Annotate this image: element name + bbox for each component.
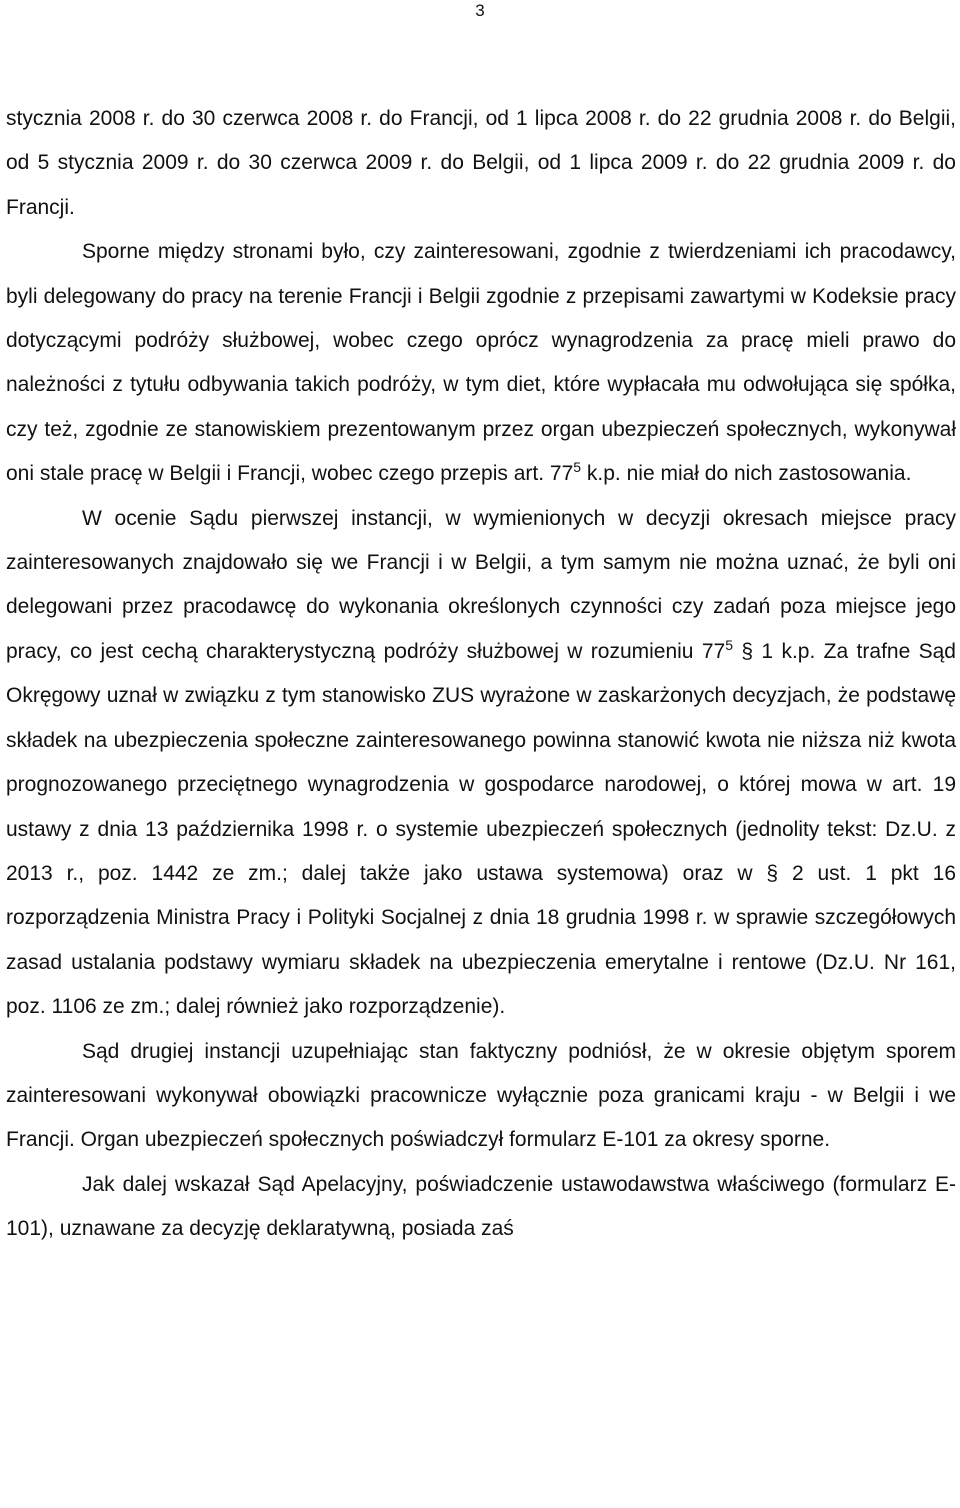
- page-number: 3: [475, 1, 485, 20]
- paragraph-text: W ocenie Sądu pierwszej instancji, w wymienionych w decyzji okresach miejsce pracy zainteresowanych znajdowało się we Francji i w Belgii, a tym samym nie można uznać, że byli oni delegowani przez pracodawcę do wykonania określonych czynności czy zadań poza miejsce jego pracy, co jest cechą charakterystyczną podróży służbowej w rozumieniu 77: [6, 506, 956, 663]
- paragraph-text: § 1 k.p. Za trafne Sąd Okręgowy uznał w związku z tym stanowisko ZUS wyrażone w zaskarżonych decyzjach, że podstawę składek na ubezpieczenia społeczne zainteresowanego powinna stanowić kwota nie niższa niż kwota prognozowanego przeciętnego wynagrodzenia w gospodarce narodowej, o której mowa w art. 19 ustawy z dnia 13 października 1998 r. o systemie ubezpieczeń społecznych (jednolity tekst: Dz.U. z 2013 r., poz. 1442 ze zm.; dalej także jako ustawa systemowa) oraz w § 2 ust. 1 pkt 16 rozporządzenia Ministra Pracy i Polityki Socjalnej z dnia 18 grudnia 1998 r. w sprawie szczegółowych zasad ustalania podstawy wymiaru składek na ubezpieczenia emerytalne i rentowe (Dz.U. Nr 161, poz. 1106 ze zm.; dalej również jako rozporządzenie).: [6, 639, 956, 1019]
- paragraph-appellate: Jak dalej wskazał Sąd Apelacyjny, poświadczenie ustawodawstwa właściwego (formularz E-101), uznawane za decyzję deklaratywną, posiada zaś: [6, 1172, 956, 1241]
- document-body: [6, 97, 956, 1252]
- paragraph-dispute: [6, 230, 956, 496]
- superscript: 5: [573, 459, 582, 476]
- paragraph-text: k.p. nie miał do nich zastosowania.: [581, 462, 912, 486]
- superscript: 5: [725, 636, 734, 653]
- paragraph-first-instance: [6, 497, 956, 1030]
- paragraph-second-instance: Sąd drugiej instancji uzupełniając stan faktyczny podniósł, że w okresie objętym sporem zainteresowani wykonywał obowiązki pracownicze wyłącznie poza granicami kraju - w Belgii i we Francji. Organ ubezpieczeń społecznych poświadczył formularz E-101 za okresy sporne.: [6, 1039, 956, 1152]
- paragraph-text: Sporne między stronami było, czy zainteresowani, zgodnie z twierdzeniami ich pracodawcy, byli delegowany do pracy na terenie Francji i Belgii zgodnie z przepisami zawartymi w Kodeksie pracy dotyczącymi podróży służbowej, wobec czego oprócz wynagrodzenia za pracę mieli prawo do należności z tytułu odbywania takich podróży, w tym diet, które wypłacała mu odwołująca się spółka, czy też, zgodnie ze stanowiskiem prezentowanym przez organ ubezpieczeń społecznych, wykonywał oni stale pracę w Belgii i Francji, wobec czego przepis art. 77: [6, 240, 956, 486]
- paragraph-continuation: stycznia 2008 r. do 30 czerwca 2008 r. do Francji, od 1 lipca 2008 r. do 22 grudnia 2008 r. do Belgii, od 5 stycznia 2009 r. do 30 czerwca 2009 r. do Belgii, od 1 lipca 2009 r. do 22 grudnia 2009 r. do Francji.: [6, 107, 956, 219]
